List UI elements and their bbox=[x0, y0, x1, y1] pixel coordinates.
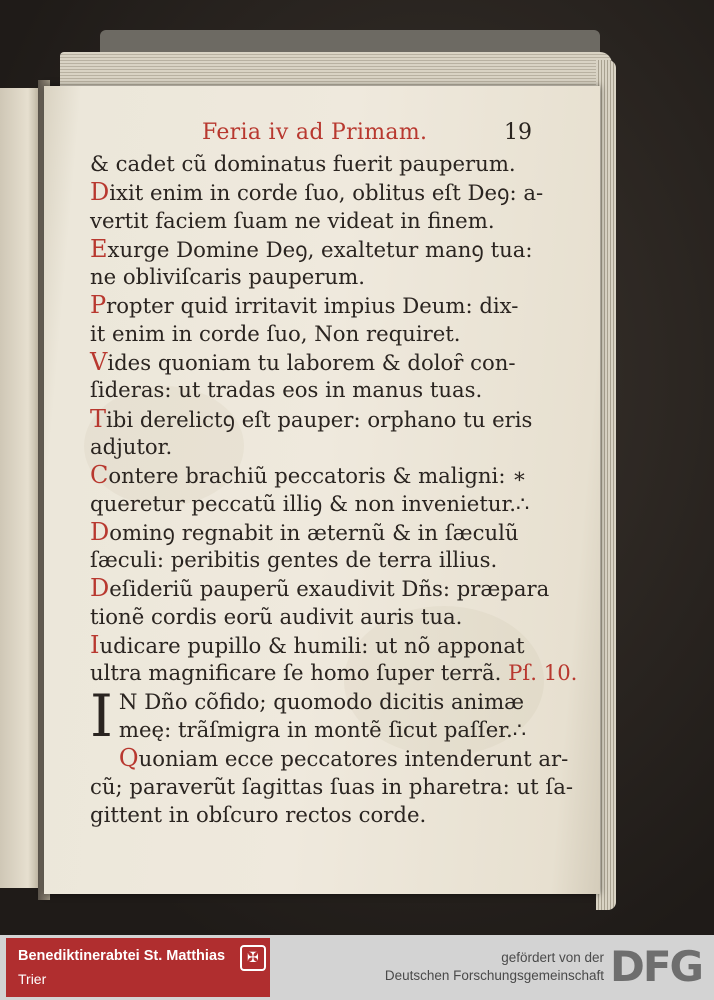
verse-line bbox=[90, 546, 590, 574]
verse-line bbox=[90, 490, 590, 518]
rubricated-initial: D bbox=[90, 517, 110, 546]
footer-bar bbox=[0, 935, 714, 1000]
rubricated-initial: C bbox=[90, 461, 109, 490]
verse-line bbox=[90, 518, 590, 546]
facing-page-edge bbox=[0, 88, 42, 888]
verse-text: tionẽ cordis eorũ audivit auris tua. bbox=[90, 603, 463, 629]
verse-lines-tail bbox=[90, 744, 590, 829]
psalm-reference: Pſ. 10. bbox=[501, 660, 578, 686]
abbey-logo-icon: ✠ bbox=[240, 945, 266, 971]
verse-tail-line bbox=[90, 744, 590, 772]
initial-line-2: meę: trãſmigra in montẽ ſicut paſſer.∴ bbox=[118, 716, 527, 742]
verse-text: ropter quid irritavit impius Deum: dix- bbox=[106, 293, 519, 319]
verse-text: uoniam ecce peccatores intenderunt ar- bbox=[138, 746, 569, 772]
verse-line bbox=[90, 433, 590, 461]
institution-name: Benediktinerabtei St. Matthias bbox=[18, 948, 226, 964]
funding-line-1: gefördert von der bbox=[501, 950, 604, 965]
verse-line bbox=[90, 348, 590, 376]
rubricated-initial: T bbox=[90, 404, 107, 433]
verse-text: ontere brachiũ peccatoris & maligni: ∗ bbox=[108, 463, 527, 489]
dfg-logo[interactable]: DFG bbox=[610, 942, 703, 991]
psalm-opening bbox=[90, 681, 590, 750]
verse-line bbox=[90, 603, 590, 631]
verse-text: ſæculi: peribitis gentes de terra illius. bbox=[90, 547, 498, 573]
rubricated-initial: D bbox=[90, 574, 110, 603]
verse-line bbox=[90, 207, 590, 235]
verse-text: ibi derelictꝯ eſt pauper: orphano tu eris bbox=[106, 406, 533, 432]
verse-text: vertit faciem ſuam ne videat in finem. bbox=[90, 207, 495, 233]
verse-line bbox=[90, 178, 590, 206]
verse-line bbox=[90, 150, 590, 178]
rubricated-initial: D bbox=[90, 178, 110, 207]
rubricated-initial: V bbox=[90, 348, 108, 377]
page-header bbox=[44, 120, 600, 150]
verse-line bbox=[90, 631, 590, 659]
verse-line bbox=[90, 461, 590, 489]
verse-text: & cadet cũ dominatus fuerit pauperum. bbox=[90, 151, 516, 176]
verse-text: ne obliviſcaris pauperum. bbox=[90, 264, 365, 290]
verse-text: ſideras: ut tradas eos in manus tuas. bbox=[90, 377, 483, 403]
verse-line bbox=[90, 320, 590, 348]
verse-line bbox=[90, 263, 590, 291]
verse-line bbox=[90, 291, 590, 319]
verse-line bbox=[90, 376, 590, 404]
verse-text: cũ; paraverũt ſagittas ſuas in pharetra: ut ſa- bbox=[90, 773, 574, 799]
verse-text: adjutor. bbox=[90, 433, 173, 459]
folio-number: 19 bbox=[504, 120, 532, 145]
verse-line bbox=[90, 574, 590, 602]
funding-line-2: Deutschen Forschungsgemeinschaft bbox=[384, 968, 604, 983]
verse-lines bbox=[90, 150, 590, 688]
verse-tail-line bbox=[90, 773, 590, 801]
rubricated-initial: Q bbox=[118, 744, 139, 773]
institution-badge[interactable] bbox=[6, 938, 270, 997]
rubricated-initial: I bbox=[90, 631, 100, 660]
institution-city: Trier bbox=[18, 971, 47, 987]
verse-text: xurge Domine Deꝯ, exaltetur manꝯ tua: bbox=[107, 236, 533, 262]
verse-text: udicare pupillo & humili: ut nõ apponat bbox=[99, 633, 525, 659]
verse-text: ixit enim in corde ſuo, oblitus eſt Deꝯ: a- bbox=[109, 180, 544, 206]
book-page bbox=[44, 86, 600, 894]
verse-text: gittent in obſcuro rectos corde. bbox=[90, 801, 427, 827]
initial-capital: I bbox=[90, 681, 113, 750]
verse-text: ides quoniam tu laborem & doloȓ con- bbox=[107, 350, 516, 376]
verse-line bbox=[90, 235, 590, 263]
verse-text: queretur peccatũ illiꝯ & non invenietur.∴ bbox=[90, 490, 530, 516]
rubricated-initial: P bbox=[90, 291, 107, 320]
running-head: Feria iv ad Primam. bbox=[202, 120, 428, 145]
initial-line-1: N Dño cõfido; quomodo dicitis animæ bbox=[118, 688, 525, 714]
rubricated-initial: E bbox=[90, 234, 108, 263]
verse-text: ominꝯ regnabit in æternũ & in ſæculũ bbox=[109, 519, 519, 545]
psalm-text bbox=[90, 150, 590, 829]
verse-text: ultra magnificare ſe homo ſuper terrã. bbox=[90, 660, 502, 686]
verse-text: eſideriũ pauperũ exaudivit Dñs: præpara bbox=[109, 576, 550, 602]
verse-line bbox=[90, 405, 590, 433]
verse-tail-line bbox=[90, 801, 590, 829]
verse-line bbox=[90, 659, 590, 687]
verse-text: it enim in corde ſuo, Non requiret. bbox=[90, 320, 461, 346]
